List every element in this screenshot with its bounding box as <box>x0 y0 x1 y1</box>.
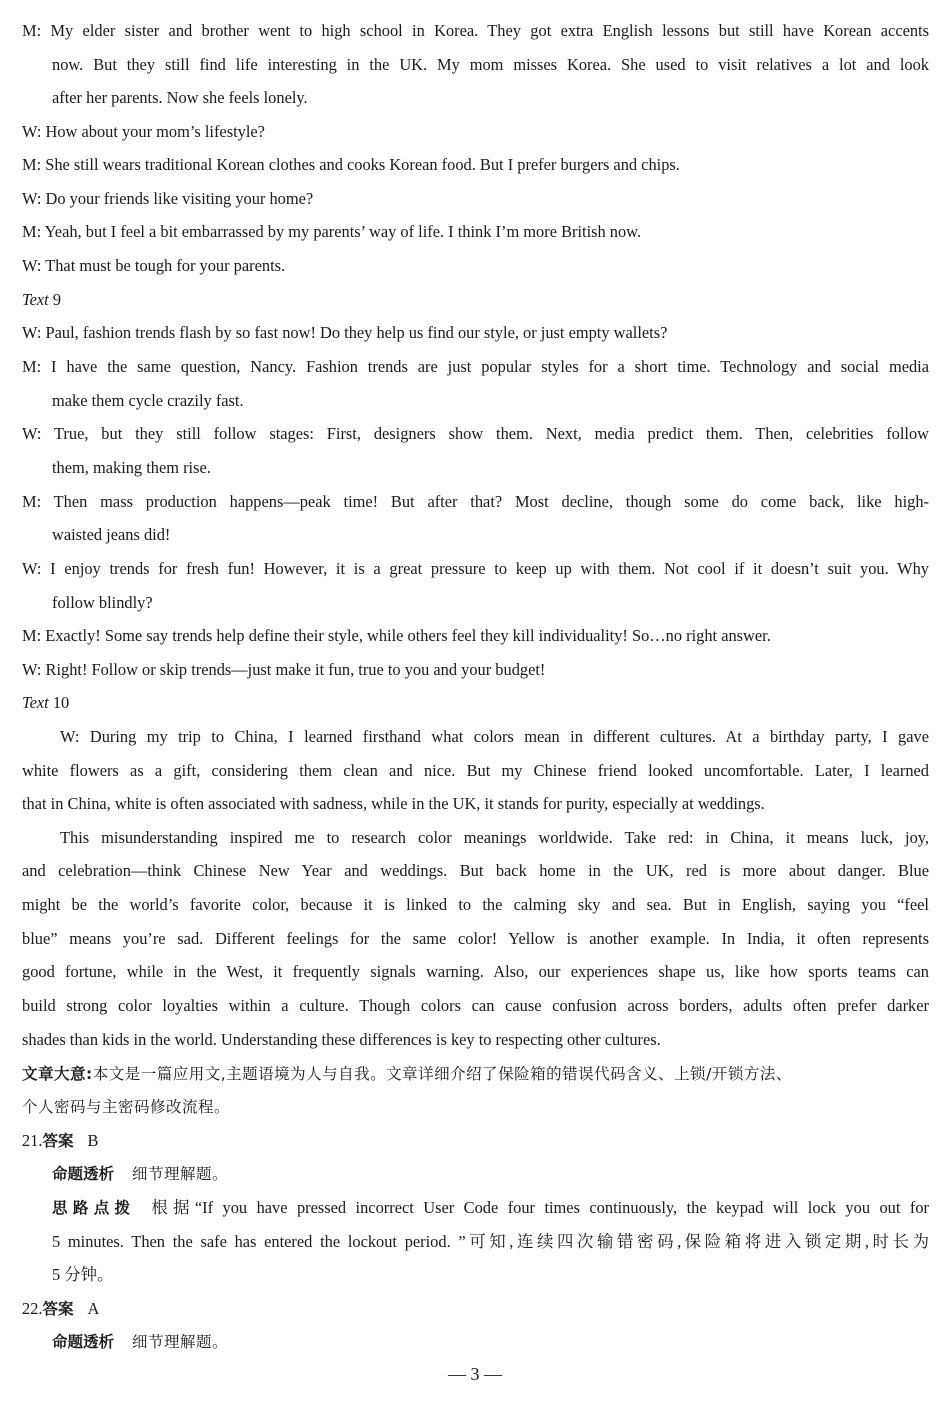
text9-line-1: W: Paul, fashion trends flash by so fast now! Do they help us find our style, or just empty wallets? <box>22 323 668 342</box>
text9-heading-number: 9 <box>48 290 62 309</box>
text9-line-10: M: Exactly! Some say trends help define their style, while others feel they kill individuality! So…no right answer. <box>22 626 771 645</box>
text10-p2-line-2: and celebration—think Chinese New Year and weddings. But back home in the UK, red is more about danger. Blue <box>22 861 929 880</box>
text8-line-8: W: That must be tough for your parents. <box>22 256 286 275</box>
text10-p2-line-7: shades than kids in the world. Understanding these differences is key to respecting other cultures. <box>22 1030 661 1049</box>
text8-line-2: now. But they still find life interesting in the UK. My mom misses Korea. She used to visit relatives a lot and look <box>52 55 929 74</box>
text10-p2-line-3: might be the world’s favorite color, because it is linked to the calming sky and sea. But in English, saying you “feel <box>22 895 929 914</box>
q21-hint-line-3: 5 分钟。 <box>52 1265 114 1284</box>
text10-p1-line-2: white flowers as a gift, considering them clean and nice. But my Chinese friend looked uncomfortable. Later, I learned <box>22 761 929 780</box>
text9-line-8: W: I enjoy trends for fresh fun! However, it is a great pressure to keep up with them. Not cool if it doesn’t suit you. Why <box>22 559 929 578</box>
text10-heading <box>22 693 69 713</box>
text9-line-9: follow blindly? <box>52 593 153 612</box>
text9-line-7: waisted jeans did! <box>52 525 171 544</box>
text10-heading-label: Text <box>22 693 49 712</box>
text10-p2-line-5: good fortune, while in the West, it frequently signals warning. Also, our experiences shape us, like how sports teams can <box>22 962 929 981</box>
q22-answer-row <box>22 1299 99 1319</box>
q21-answer-label: 答案 <box>42 1132 74 1150</box>
text8-line-7: M: Yeah, but I feel a bit embarrassed by my parents’ way of life. I think I’m more British now. <box>22 222 642 241</box>
text9-heading <box>22 290 61 310</box>
text9-line-3: make them cycle crazily fast. <box>52 391 244 410</box>
q21-analysis-label: 命题透析 <box>52 1165 115 1183</box>
q21-answer-value: B <box>87 1131 99 1150</box>
q21-analysis-text: 细节理解题。 <box>132 1165 229 1183</box>
summary-label: 文章大意: <box>22 1065 93 1083</box>
text10-p2-line-6: build strong color loyalties within a culture. Though colors can cause confusion across borders, adults often prefer darker <box>22 996 929 1015</box>
text9-heading-label: Text <box>22 290 49 309</box>
text10-p1-line-3: that in China, white is often associated with sadness, while in the UK, it stands for purity, especially at weddings. <box>22 794 765 813</box>
summary-line-2: 个人密码与主密码修改流程。 <box>22 1098 231 1116</box>
text9-line-5: them, making them rise. <box>52 458 211 477</box>
text9-line-11: W: Right! Follow or skip trends—just make it fun, true to you and your budget! <box>22 660 546 679</box>
text8-line-4: W: How about your mom’s lifestyle? <box>22 122 265 141</box>
summary-text-1: 本文是一篇应用文,主题语境为人与自我。文章详细介绍了保险箱的错误代码含义、上锁/开锁方法、 <box>92 1065 792 1083</box>
q22-number: 22. <box>22 1299 43 1318</box>
text8-line-5: M: She still wears traditional Korean clothes and cooks Korean food. But I prefer burgers and chips. <box>22 155 680 174</box>
q22-answer-value: A <box>87 1299 100 1318</box>
text9-line-6: M: Then mass production happens—peak time! But after that? Most decline, though some do come back, like high- <box>22 492 929 511</box>
q21-hint-line-2: 5 minutes. Then the safe has entered the lockout period. ”可知,连续四次输错密码,保险箱将进入锁定期,时长为 <box>52 1232 929 1251</box>
q21-number: 21. <box>22 1131 43 1150</box>
text10-p2-line-4: blue” means you’re sad. Different feelings for the same color! Yellow is another example. In India, it often represents <box>22 929 929 948</box>
text8-line-6: W: Do your friends like visiting your home? <box>22 189 314 208</box>
text10-heading-number: 10 <box>48 693 70 712</box>
text9-line-2: M: I have the same question, Nancy. Fashion trends are just popular styles for a short time. Technology and social media <box>22 357 929 376</box>
q21-hint-text-1: 根据“If you have pressed incorrect User Code four times continuously, the keypad will lock you out for <box>151 1198 929 1217</box>
q21-answer-row <box>22 1131 98 1151</box>
q21-hint-row <box>52 1198 929 1218</box>
text8-line-3: after her parents. Now she feels lonely. <box>52 88 308 107</box>
q22-answer-label: 答案 <box>42 1300 74 1318</box>
q22-analysis-row <box>52 1332 228 1352</box>
text8-line-1: M: My elder sister and brother went to high school in Korea. They got extra English lessons but still have Korean accents <box>22 21 929 40</box>
text10-p2-line-1: This misunderstanding inspired me to research color meanings worldwide. Take red: in China, it means luck, joy, <box>60 828 929 847</box>
text9-line-4: W: True, but they still follow stages: First, designers show them. Next, media predict them. Then, celebrities follow <box>22 424 929 443</box>
q21-hint-label: 思路点拨 <box>52 1199 136 1217</box>
q22-analysis-label: 命题透析 <box>52 1333 115 1351</box>
q22-analysis-text: 细节理解题。 <box>132 1333 229 1351</box>
q21-analysis-row <box>52 1164 228 1184</box>
text10-p1-line-1: W: During my trip to China, I learned firsthand what colors mean in different cultures. At a birthday party, I gave <box>60 727 929 746</box>
summary-line-1 <box>22 1064 792 1084</box>
page-number: — 3 — <box>448 1364 502 1384</box>
